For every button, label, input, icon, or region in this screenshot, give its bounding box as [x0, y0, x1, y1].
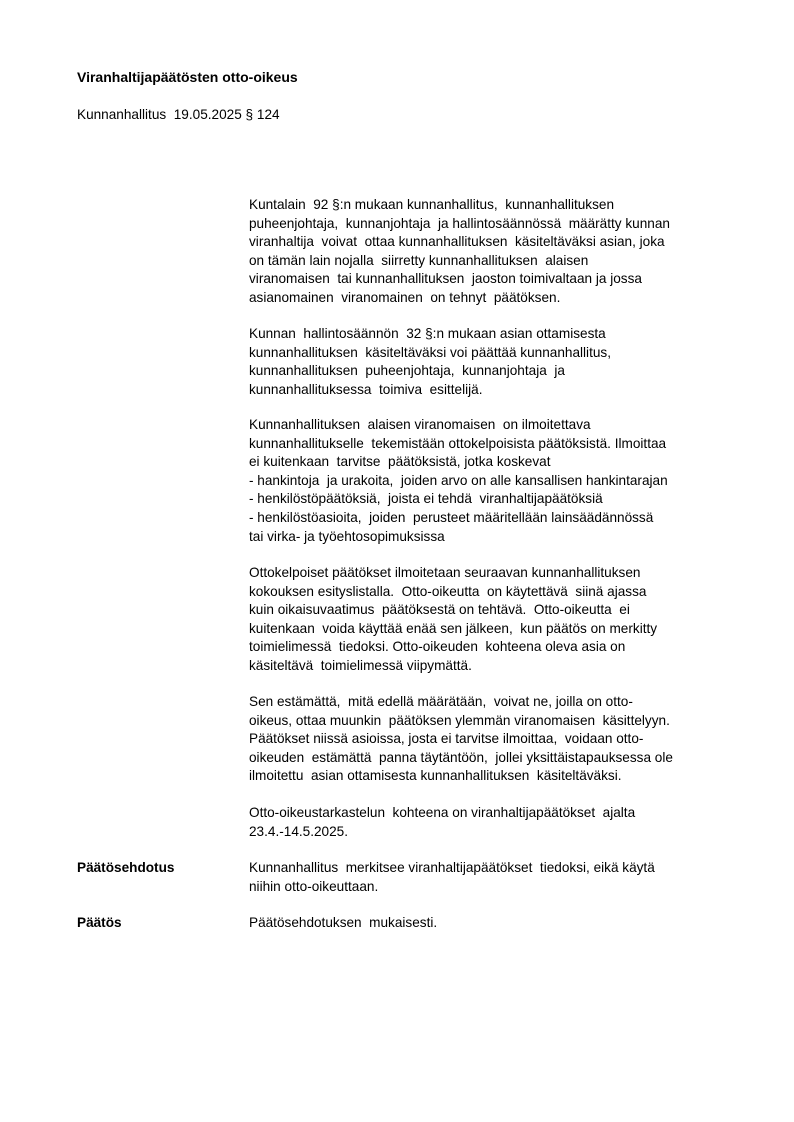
decision-label: Päätös	[77, 915, 122, 930]
paragraph-line: - hankintoja ja urakoita, joiden arvo on alle kansallisen hankintarajan	[249, 472, 668, 488]
paragraph-line: - henkilöstöpäätöksiä, joista ei tehdä viranhaltijapäätöksiä	[249, 491, 603, 507]
paragraph-line: Kunnan hallintosäännön 32 §:n mukaan asian ottamisesta	[249, 326, 606, 341]
body-paragraph	[249, 416, 749, 546]
paragraph-line: käsiteltävä toimielimessä viipymättä.	[249, 657, 472, 673]
paragraph-line: on tämän lain nojalla siirretty kunnanhallituksen alaisen	[249, 252, 589, 268]
body-paragraph	[249, 325, 749, 399]
paragraph-line: kokouksen esityslistalla. Otto-oikeutta on käytettävä siinä ajassa	[249, 583, 647, 599]
paragraph-line: ei kuitenkaan tarvitse päätöksistä, jotka koskevat	[249, 454, 551, 470]
paragraph-line: tai virka- ja työehtosopimuksissa	[249, 528, 445, 544]
paragraph-line: kuin oikaisuvaatimus päätöksestä on tehtävä. Otto-oikeutta ei	[249, 602, 630, 618]
meeting-reference: Kunnanhallitus 19.05.2025 § 124	[77, 107, 280, 122]
paragraph-line: - henkilöstöasioita, joiden perusteet määritellään lainsäädännössä	[249, 509, 654, 525]
paragraph-line: puheenjohtaja, kunnanjohtaja ja hallintosäännössä määrätty kunnan	[249, 215, 670, 231]
paragraph-line: kunnanhallituksessa toimiva esittelijä.	[249, 381, 483, 397]
proposal-line: Kunnanhallitus merkitsee viranhaltijapäätökset tiedoksi, eikä käytä	[249, 860, 655, 875]
document-title: Viranhaltijapäätösten otto-oikeus	[77, 69, 298, 85]
body-paragraph	[249, 804, 749, 841]
paragraph-line: Sen estämättä, mitä edellä määrätään, voivat ne, joilla on otto-	[249, 694, 633, 709]
paragraph-line: Kuntalain 92 §:n mukaan kunnanhallitus, kunnanhallituksen	[249, 197, 615, 212]
paragraph-line: toimielimessä tiedoksi. Otto-oikeuden kohteena oleva asia on	[249, 639, 626, 655]
paragraph-line: Otto-oikeustarkastelun kohteena on viranhaltijapäätökset ajalta	[249, 805, 636, 820]
paragraph-line: oikeuden estämättä panna täytäntöön, jollei yksittäistapauksessa ole	[249, 749, 673, 765]
paragraph-line: Ottokelpoiset päätökset ilmoitetaan seuraavan kunnanhallituksen	[249, 565, 641, 580]
proposal-label: Päätösehdotus	[77, 860, 175, 875]
paragraph-line: Kunnanhallituksen alaisen viranomaisen on ilmoitettava	[249, 417, 591, 432]
body-paragraph	[249, 196, 749, 308]
paragraph-line: Päätökset niissä asioissa, josta ei tarvitse ilmoittaa, voidaan otto-	[249, 731, 644, 747]
paragraph-line: viranhaltija voivat ottaa kunnanhallituksen käsiteltäväksi asian, joka	[249, 234, 665, 250]
proposal-text	[249, 859, 749, 896]
paragraph-line: kunnanhallituksen käsiteltäväksi voi päättää kunnanhallitus,	[249, 344, 611, 360]
paragraph-line: asianomainen viranomainen on tehnyt päätöksen.	[249, 289, 561, 305]
decision-text	[249, 914, 749, 933]
decision-line: Päätösehdotuksen mukaisesti.	[249, 915, 438, 930]
paragraph-line: ilmoitettu asian ottamisesta kunnanhallituksen käsiteltäväksi.	[249, 768, 622, 784]
paragraph-line: 23.4.-14.5.2025.	[249, 823, 349, 839]
paragraph-line: kunnanhallitukselle tekemistään ottokelpoisista päätöksistä. Ilmoittaa	[249, 435, 667, 451]
paragraph-line: viranomaisen tai kunnanhallituksen jaoston toimivaltaan ja jossa	[249, 271, 642, 287]
proposal-line: niihin otto-oikeuttaan.	[249, 878, 379, 894]
body-paragraph	[249, 693, 749, 786]
paragraph-line: kunnanhallituksen puheenjohtaja, kunnanjohtaja ja	[249, 363, 565, 379]
body-paragraph	[249, 564, 749, 676]
paragraph-line: kuitenkaan voida käyttää enää sen jälkeen, kun päätös on merkitty	[249, 620, 658, 636]
paragraph-line: oikeus, ottaa muunkin päätöksen ylemmän viranomaisen käsittelyyn.	[249, 712, 670, 728]
